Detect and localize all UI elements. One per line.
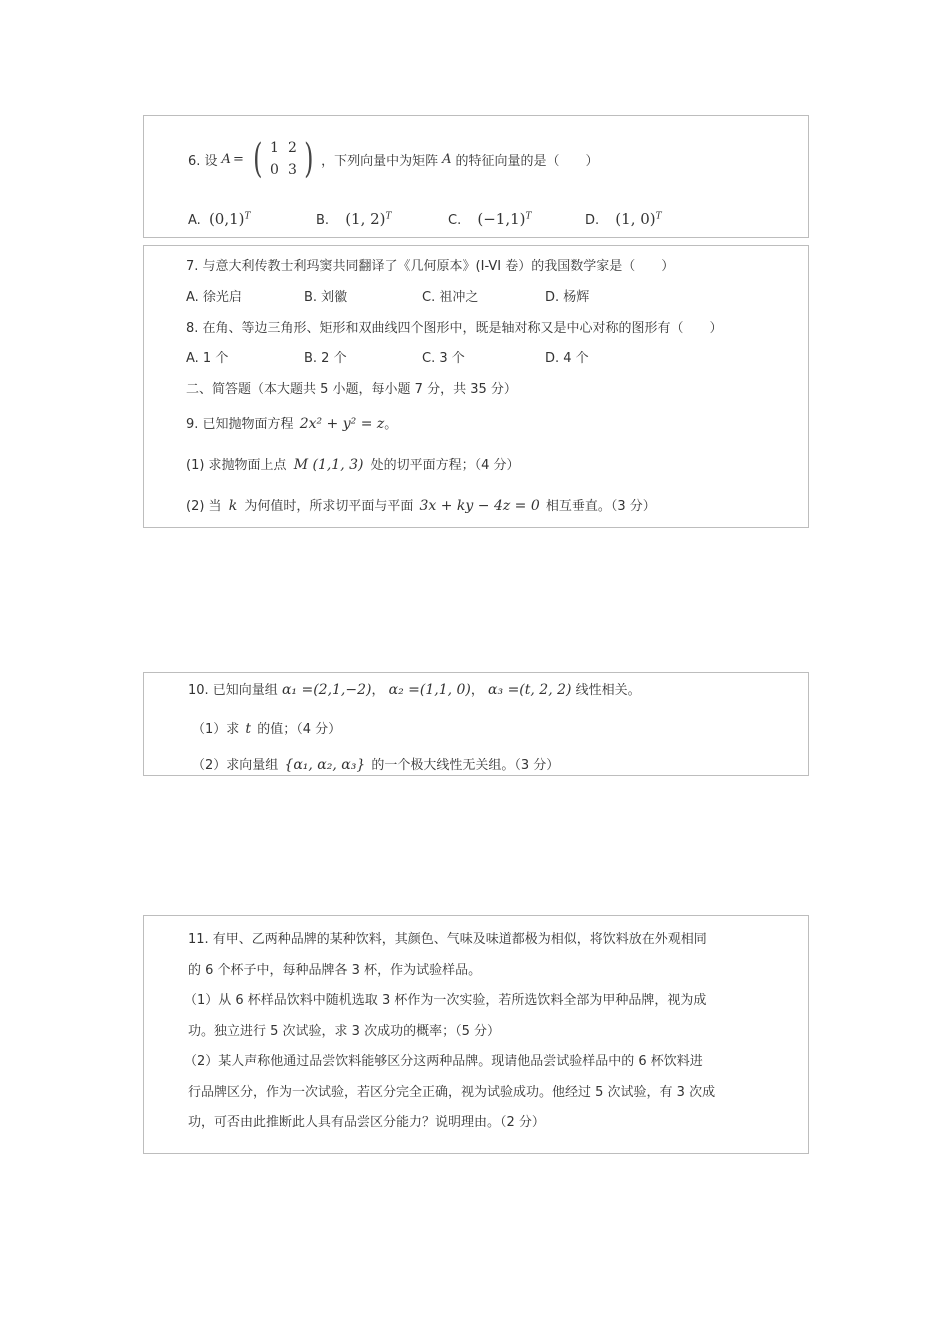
q10-p1-suffix: 的值；（4 分）: [257, 722, 342, 737]
q8-option-c: C. 3 个: [422, 351, 465, 366]
matrix-entry: 2: [287, 140, 297, 156]
option-a: [188, 210, 251, 228]
question-6-box: [143, 115, 809, 238]
matrix-name: A: [221, 151, 231, 167]
q8-option-a: A. 1 个: [186, 351, 229, 366]
q10-vector-set: {α₁, α₂, α₃}: [284, 757, 366, 773]
q9-p1-suffix: 处的切平面方程；（4 分）: [370, 458, 520, 473]
q7-option-c: C. 祖冲之: [422, 290, 479, 305]
q9-plane-equation: 3x + ky − 4z = 0: [419, 498, 540, 514]
option-value: (0,1): [208, 210, 245, 228]
question-9-part-2: [186, 495, 656, 514]
q9-p2-mid: 为何值时，所求切平面与平面: [244, 499, 414, 514]
q10-p2-suffix: 的一个极大线性无关组。（3 分）: [371, 758, 560, 773]
q10-prefix: 10. 已知向量组: [188, 683, 278, 698]
q7-option-a: A. 徐光启: [186, 290, 242, 305]
q10-sep1: ，: [371, 683, 385, 698]
q9-p2-suffix: 相互垂直。（3 分）: [545, 499, 656, 514]
question-10-stem: [188, 679, 641, 698]
question-6-suffix: ，下列向量中为矩阵: [321, 153, 439, 169]
q11-line: 功。独立进行 5 次试验，求 3 次成功的概率；（5 分）: [188, 1024, 500, 1039]
option-d: [585, 210, 662, 228]
q10-alpha2: α₂ =(1,1, 0): [388, 682, 471, 698]
right-paren: ): [304, 136, 314, 182]
q7-option-d: D. 杨辉: [545, 290, 590, 305]
left-paren: (: [252, 136, 263, 182]
q11-line: 的 6 个杯子中，每种品牌各 3 杯，作为试验样品。: [188, 963, 482, 978]
q10-sep2: ，: [470, 683, 484, 698]
question-8-stem: 8. 在角、等边三角形、矩形和双曲线四个图形中，既是轴对称又是中心对称的图形有（ ）: [186, 321, 723, 336]
q8-option-b: B. 2 个: [304, 351, 347, 366]
q9-prefix: 9. 已知抛物面方程: [186, 417, 294, 432]
question-9-stem: [186, 413, 397, 432]
questions-7-9-box: [143, 245, 809, 528]
q10-alpha1: α₁ =(2,1,−2): [281, 682, 372, 698]
option-label: B.: [316, 213, 330, 228]
section-2-heading: 二、简答题（本大题共 5 小题，每小题 7 分，共 35 分）: [186, 382, 517, 397]
question-6-stem: [188, 136, 598, 182]
q9-p1-prefix: (1) 求抛物面上点: [186, 458, 287, 473]
q11-line: （1）从 6 杯样品饮料中随机选取 3 杯作为一次实验，若所选饮料全部为甲种品牌，视为成: [184, 993, 707, 1008]
option-value: (1, 2): [345, 210, 386, 228]
option-label: D.: [585, 213, 600, 228]
q10-alpha3: α₃ =(t, 2, 2): [488, 682, 572, 698]
matrix-entry: 0: [269, 162, 279, 178]
option-value: (−1,1): [477, 210, 526, 228]
q9-point: M (1,1, 3): [293, 457, 364, 473]
question-10-part-2: [192, 754, 559, 773]
q10-t: t: [245, 721, 252, 737]
option-value: (1, 0): [615, 210, 656, 228]
q10-p1-prefix: （1）求: [192, 722, 240, 737]
transpose-sup: T: [655, 211, 662, 222]
q9-p2-prefix: (2) 当: [186, 499, 222, 514]
q7-option-b: B. 刘徽: [304, 290, 348, 305]
q9-equation: 2x² + y² = z: [299, 416, 385, 432]
q10-suffix: 线性相关。: [575, 683, 641, 698]
option-b: [316, 210, 392, 228]
option-label: A.: [188, 213, 201, 228]
option-c: [448, 210, 532, 228]
q11-line: 功，可否由此推断此人具有品尝区分能力？说明理由。（2 分）: [188, 1115, 545, 1130]
question-10-part-1: [192, 718, 341, 737]
q8-option-d: D. 4 个: [545, 351, 589, 366]
transpose-sup: T: [244, 211, 251, 222]
q10-p2-prefix: （2）求向量组: [192, 758, 279, 773]
q9-k: k: [228, 498, 238, 514]
matrix-entry: 1: [269, 140, 279, 156]
question-11-box: [143, 915, 809, 1154]
matrix-entries: [265, 137, 301, 181]
question-6-prefix: 6. 设: [188, 153, 218, 169]
equals-sign: =: [232, 151, 244, 167]
q9-suffix: 。: [384, 417, 398, 432]
q11-line: 11. 有甲、乙两种品牌的某种饮料，其颜色、气味及味道都极为相似，将饮料放在外观相同: [188, 932, 707, 947]
matrix-A: [250, 137, 317, 181]
q11-line: （2）某人声称他通过品尝饮料能够区分这两种品牌。现请他品尝试验样品中的 6 杯饮料进: [184, 1054, 703, 1069]
q11-line: 行品牌区分，作为一次试验，若区分完全正确，视为试验成功。他经过 5 次试验，有 3 次成: [188, 1085, 716, 1100]
transpose-sup: T: [385, 211, 392, 222]
matrix-name-ref: A: [442, 151, 452, 167]
question-7-stem: 7. 与意大利传教士利玛窦共同翻译了《几何原本》(I-VI 卷）的我国数学家是（ ）: [186, 259, 675, 274]
option-label: C.: [448, 213, 462, 228]
transpose-sup: T: [525, 211, 532, 222]
question-10-box: [143, 672, 809, 776]
matrix-entry: 3: [287, 162, 297, 178]
question-6-suffix2: 的特征向量的是（ ）: [455, 153, 599, 169]
question-9-part-1: [186, 454, 520, 473]
